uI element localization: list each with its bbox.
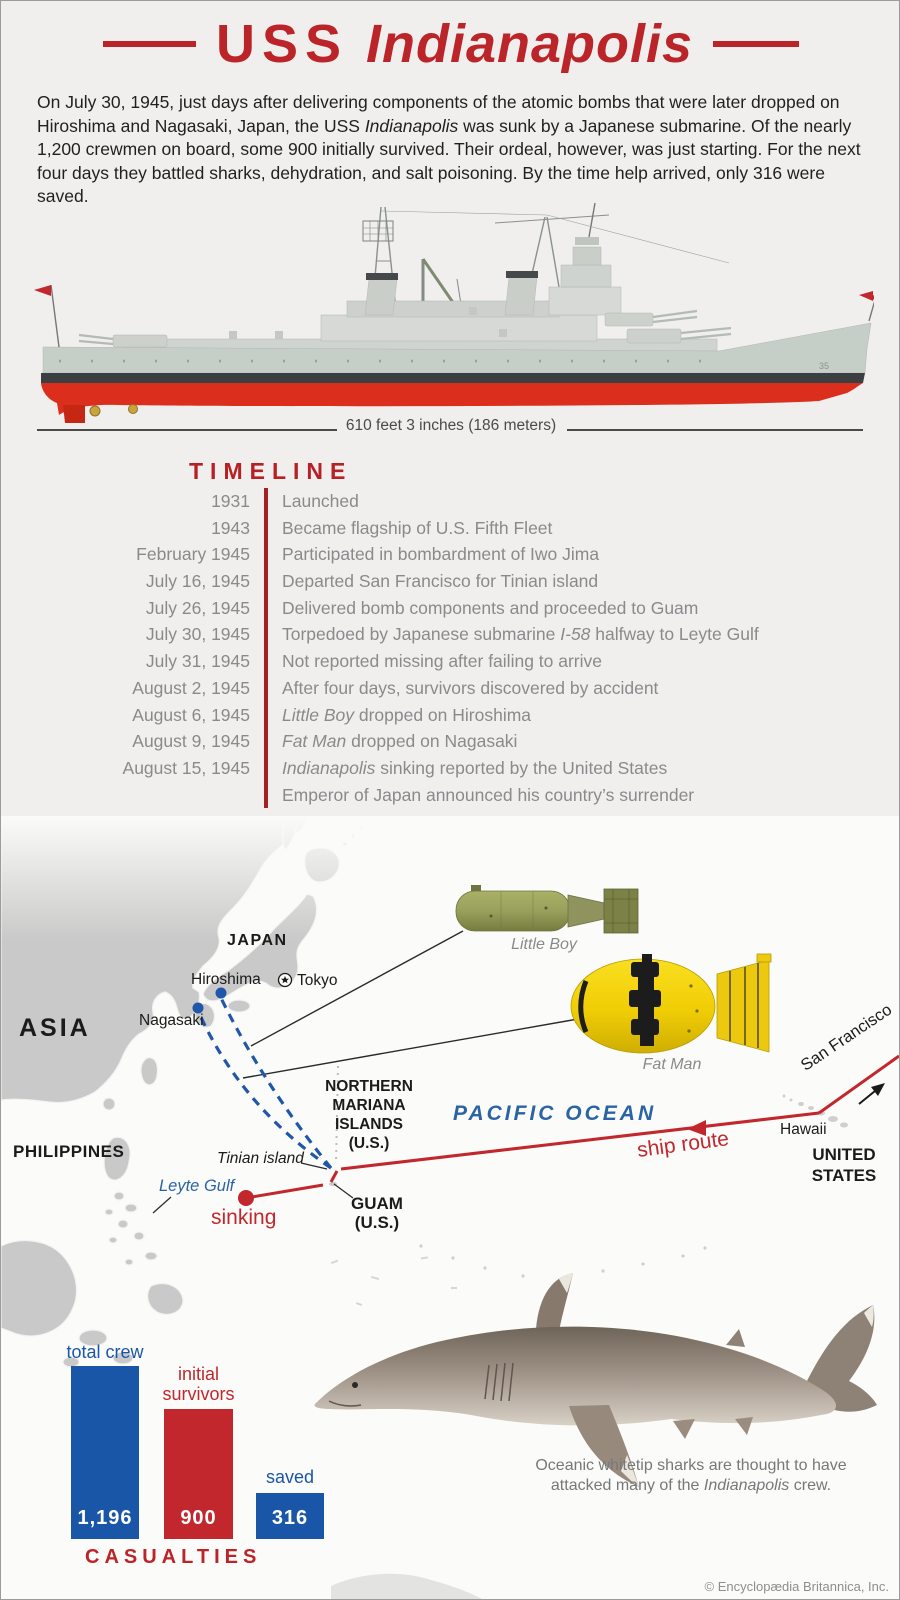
label-sinking: sinking <box>211 1206 277 1229</box>
small-fish <box>331 1256 457 1306</box>
ship-length-label: 610 feet 3 inches (186 meters) <box>345 417 557 434</box>
copyright-notice: © Encyclopædia Britannica, Inc. <box>704 1579 889 1594</box>
timeline-row: July 16, 1945 Departed San Francisco for Tinian island <box>1 568 781 595</box>
timeline-row: July 31, 1945 Not reported missing after failing to arrive <box>1 648 781 675</box>
timeline-row: August 6, 1945 Little Boy dropped on Hiroshima <box>1 702 781 729</box>
intro-paragraph: On July 30, 1945, just days after delivering components of the atomic bombs that were later dropped on Hiroshima and Nagasaki, Japan, the USS Indianapolis was sunk by a Japanese submarine. Of the nearly 1,200 crewmen on board, some 900 initially survived. Their ordeal, however, was just starting. For the next four days they battled sharks, dehydration, and salt poisoning. By the time help arrived, only 316 were saved. <box>37 92 861 206</box>
borneo <box>1 1241 77 1336</box>
label-hawaii: Hawaii <box>780 1121 827 1138</box>
stern-flagpole <box>51 285 59 347</box>
timeline-row: 1931 Launched <box>1 488 781 515</box>
hiroshima-run-line <box>221 998 331 1168</box>
sinking-dot <box>238 1190 254 1206</box>
chart-heading: CASUALTIES <box>85 1546 262 1568</box>
taiwan <box>141 1058 158 1085</box>
bar-label-initial-survivors: initial survivors <box>162 1364 235 1404</box>
label-tinian-island: Tinian island <box>217 1150 304 1167</box>
label-philippines: PHILIPPINES <box>13 1142 125 1161</box>
title-right-dash <box>713 41 799 47</box>
mindanao <box>148 1284 183 1315</box>
bombing-run-lines <box>199 998 331 1168</box>
label-fat-man: Fat Man <box>642 1056 702 1073</box>
header <box>1 13 900 75</box>
bar-initial-survivors: 900 <box>164 1409 233 1539</box>
label-northern-mariana: NORTHERN MARIANA ISLANDS (U.S.) <box>325 1078 413 1152</box>
fat-man-bomb-icon <box>571 954 771 1053</box>
top-fade <box>1 816 900 941</box>
hull-number: 35 <box>819 361 830 371</box>
leyte-leader-line <box>153 1197 171 1213</box>
timeline-row: August 9, 1945 Fat Man dropped on Nagasaki <box>1 728 781 755</box>
timeline-row: August 2, 1945 After four days, survivors discovered by accident <box>1 675 781 702</box>
title-ship-name: Indianapolis <box>366 14 694 74</box>
label-nagasaki: Nagasaki <box>139 1012 204 1029</box>
label-asia: ASIA <box>19 1014 91 1042</box>
bar-label-saved: saved <box>265 1467 315 1487</box>
label-san-francisco: San Francisco <box>797 1000 896 1075</box>
tokyo-star-icon <box>279 974 292 987</box>
shark-pelvic-fin <box>673 1419 695 1439</box>
title-prefix: USS <box>215 14 348 74</box>
shark-eye <box>352 1382 358 1388</box>
measure-line-left <box>37 429 337 431</box>
label-ship-route: ship route <box>635 1127 731 1162</box>
hiroshima-dot <box>216 988 227 999</box>
label-united-states: UNITED STATES <box>811 1145 877 1185</box>
timeline-row: Emperor of Japan announced his country’s surrender <box>1 782 781 809</box>
hainan <box>103 1098 115 1110</box>
fat-man-leader-line <box>243 1019 578 1078</box>
label-pacific-ocean: PACIFIC OCEAN <box>453 1102 657 1125</box>
timeline-row: July 26, 1945 Delivered bomb components and proceeded to Guam <box>1 595 781 622</box>
timeline <box>1 488 781 808</box>
ship-illustration <box>29 201 874 423</box>
bar-saved: 316 <box>256 1493 324 1539</box>
bar-total-crew: 1,196 <box>71 1366 139 1539</box>
shark-anal-fin <box>735 1417 753 1435</box>
label-leyte-gulf: Leyte Gulf <box>159 1177 235 1195</box>
bar-label-total-crew: total crew <box>66 1342 144 1362</box>
timeline-heading: TIMELINE <box>189 458 353 484</box>
fat-man-band <box>629 954 661 1046</box>
title-left-dash <box>103 41 196 47</box>
timeline-row: July 30, 1945 Torpedoed by Japanese submarine I-58 halfway to Leyte Gulf <box>1 621 781 648</box>
page-title <box>216 13 693 75</box>
label-japan: JAPAN <box>227 932 288 949</box>
timeline-row: August 15, 1945 Indianapolis sinking reported by the United States <box>1 755 781 782</box>
shikoku <box>228 1000 250 1012</box>
label-tokyo: Tokyo <box>297 972 338 989</box>
shark-caption: Oceanic whitetip sharks are thought to have attacked many of the Indianapolis crew. <box>535 1457 847 1494</box>
little-boy-bomb-icon <box>456 885 638 933</box>
label-little-boy: Little Boy <box>511 936 577 953</box>
label-hiroshima: Hiroshima <box>191 971 261 988</box>
label-guam: GUAM (U.S.) <box>351 1194 403 1232</box>
shark-second-dorsal <box>726 1329 745 1347</box>
timeline-row: February 1945 Participated in bombardment of Iwo Jima <box>1 541 781 568</box>
nagasaki-run-line <box>199 1013 331 1168</box>
stern-flag-icon <box>34 285 51 296</box>
measure-line-right <box>567 429 863 431</box>
timeline-row: 1943 Became flagship of U.S. Fifth Fleet <box>1 515 781 542</box>
direction-arrow-icon <box>859 1083 885 1104</box>
